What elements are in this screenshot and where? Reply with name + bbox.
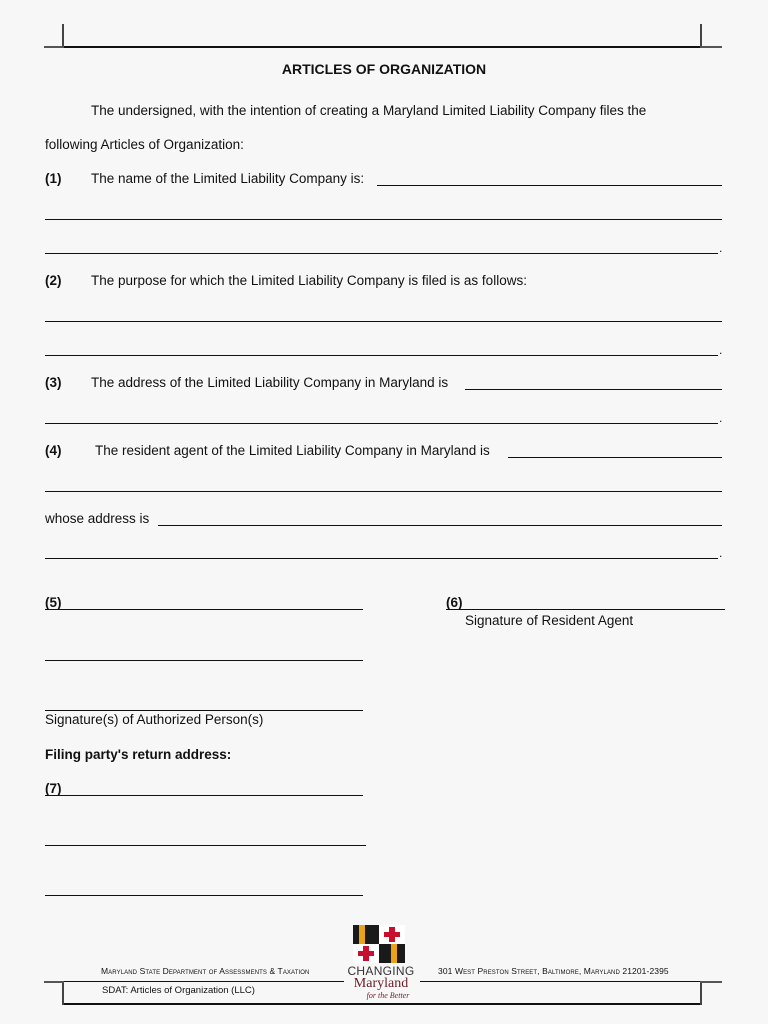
crop-mark-top-left-h [44, 46, 64, 48]
authorized-signature-line-1[interactable] [45, 609, 363, 610]
crop-mark-bottom-right-h [700, 981, 722, 983]
intro-line-1: The undersigned, with the intention of creating a Maryland Limited Liability Company files the [91, 103, 647, 118]
resident-agent-field-line-2[interactable] [45, 491, 722, 492]
resident-agent-field[interactable] [508, 457, 722, 458]
company-name-field-line-3[interactable] [45, 253, 718, 254]
footer-department: Maryland State Department of Assessments & Taxation [101, 966, 310, 976]
company-name-field-line-2[interactable] [45, 219, 722, 220]
address-field[interactable] [465, 389, 722, 390]
maryland-flag-logo [353, 925, 405, 963]
authorized-signature-label: Signature(s) of Authorized Person(s) [45, 712, 264, 727]
crop-mark-top-right-h [700, 46, 722, 48]
item-2-number: (2) [45, 273, 62, 288]
item-1-label: The name of the Limited Liability Company is: [91, 171, 365, 186]
whose-address-label: whose address is [45, 511, 150, 526]
footer-form-name: SDAT: Articles of Organization (LLC) [102, 985, 255, 996]
item-6-number: (6) [446, 595, 463, 610]
return-address-line-3[interactable] [45, 895, 363, 896]
footer-bottom-rule [64, 1003, 700, 1005]
top-border [64, 46, 700, 48]
footer-address: 301 West Preston Street, Baltimore, Maryland 21201-2395 [438, 966, 669, 976]
crop-mark-bottom-left [62, 981, 64, 1005]
purpose-field-line-1[interactable] [45, 321, 722, 322]
period: . [719, 343, 723, 357]
return-address-line-1[interactable] [45, 795, 363, 796]
crop-mark-top-left [62, 24, 64, 48]
company-name-field[interactable] [377, 185, 722, 186]
period: . [719, 411, 723, 425]
agent-address-field-line-2[interactable] [45, 558, 718, 559]
item-3-number: (3) [45, 375, 62, 390]
crop-mark-bottom-left-h [44, 981, 64, 983]
item-3-label: The address of the Limited Liability Company in Maryland is [91, 375, 449, 390]
logo-for-the-better: for the Better [366, 991, 410, 1000]
footer-divider-left [64, 981, 344, 982]
agent-address-field[interactable] [158, 525, 722, 526]
crop-mark-bottom-right [700, 981, 702, 1005]
page-title: ARTICLES OF ORGANIZATION [281, 61, 487, 77]
item-4-label: The resident agent of the Limited Liability Company in Maryland is [95, 443, 490, 458]
return-address-line-2[interactable] [45, 845, 366, 846]
crop-mark-top-right [700, 24, 702, 48]
item-1-number: (1) [45, 171, 62, 186]
item-5-number: (5) [45, 595, 62, 610]
item-2-label: The purpose for which the Limited Liability Company is filed is as follows: [91, 273, 527, 288]
authorized-signature-line-2[interactable] [45, 660, 363, 661]
footer-divider-right [420, 981, 700, 982]
authorized-signature-line-3[interactable] [45, 710, 363, 711]
filing-party-heading: Filing party's return address: [45, 747, 232, 762]
address-field-line-2[interactable] [45, 423, 718, 424]
logo-changing: CHANGING [347, 964, 415, 978]
period: . [719, 546, 723, 560]
item-4-number: (4) [45, 443, 62, 458]
logo-maryland: Maryland [353, 976, 409, 991]
purpose-field-line-2[interactable] [45, 355, 718, 356]
resident-agent-signature-line[interactable] [446, 609, 725, 610]
intro-line-2: following Articles of Organization: [45, 137, 244, 152]
period: . [719, 241, 723, 255]
resident-agent-signature-label: Signature of Resident Agent [465, 613, 634, 628]
item-7-number: (7) [45, 781, 62, 796]
